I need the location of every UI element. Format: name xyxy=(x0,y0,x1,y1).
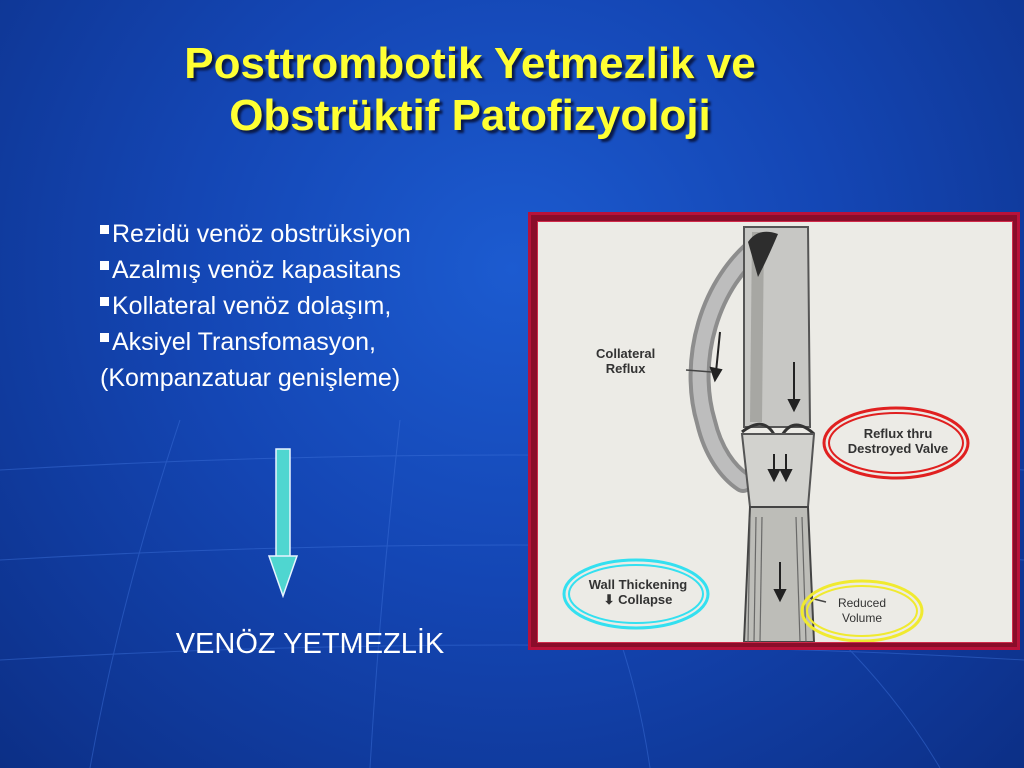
vein-illustration-frame xyxy=(528,212,1020,650)
bullet-text: Kollateral venöz dolaşım, xyxy=(112,292,392,320)
label-line: Volume xyxy=(841,611,883,625)
collateral-reflux-label xyxy=(596,346,655,376)
wall-thickening-label xyxy=(576,577,700,607)
reduced-volume-label xyxy=(830,596,894,626)
bullet-list xyxy=(100,216,530,396)
label-line: Wall Thickening xyxy=(588,577,688,592)
square-bullet-icon xyxy=(100,225,109,234)
bullet-continuation: (Kompanzatuar genişleme) xyxy=(100,364,401,392)
label-line: Collateral xyxy=(596,346,656,361)
square-bullet-icon xyxy=(100,297,109,306)
bullet-text: Aksiyel Transfomasyon, xyxy=(112,328,376,356)
label-line: Reflux xyxy=(605,361,646,376)
bullet-text: Azalmış venöz kapasitans xyxy=(112,256,402,284)
label-text: Collapse xyxy=(618,592,673,607)
bullet-text: Rezidü venöz obstrüksiyon xyxy=(112,220,411,248)
slide-title xyxy=(60,38,880,142)
bullet-item xyxy=(100,216,530,252)
bullet-item xyxy=(100,252,530,288)
vein-illustration xyxy=(537,221,1013,643)
down-arrow-icon: ⬇ xyxy=(603,592,615,607)
label-line: Destroyed Valve xyxy=(847,441,949,456)
reflux-destroyed-valve-label xyxy=(836,426,960,456)
bullet-item xyxy=(100,288,530,324)
label-line xyxy=(576,592,700,607)
down-arrow-icon xyxy=(267,448,299,598)
square-bullet-icon xyxy=(100,261,109,270)
label-line: Reflux thru xyxy=(863,426,933,441)
title-line-2: Obstrüktif Patofizyoloji xyxy=(229,91,711,140)
title-line-1: Posttrombotik Yetmezlik ve xyxy=(184,39,756,88)
label-line: Reduced xyxy=(837,596,887,610)
bullet-item xyxy=(100,324,530,360)
conclusion-text: VENÖZ YETMEZLİK xyxy=(175,628,445,660)
square-bullet-icon xyxy=(100,333,109,342)
